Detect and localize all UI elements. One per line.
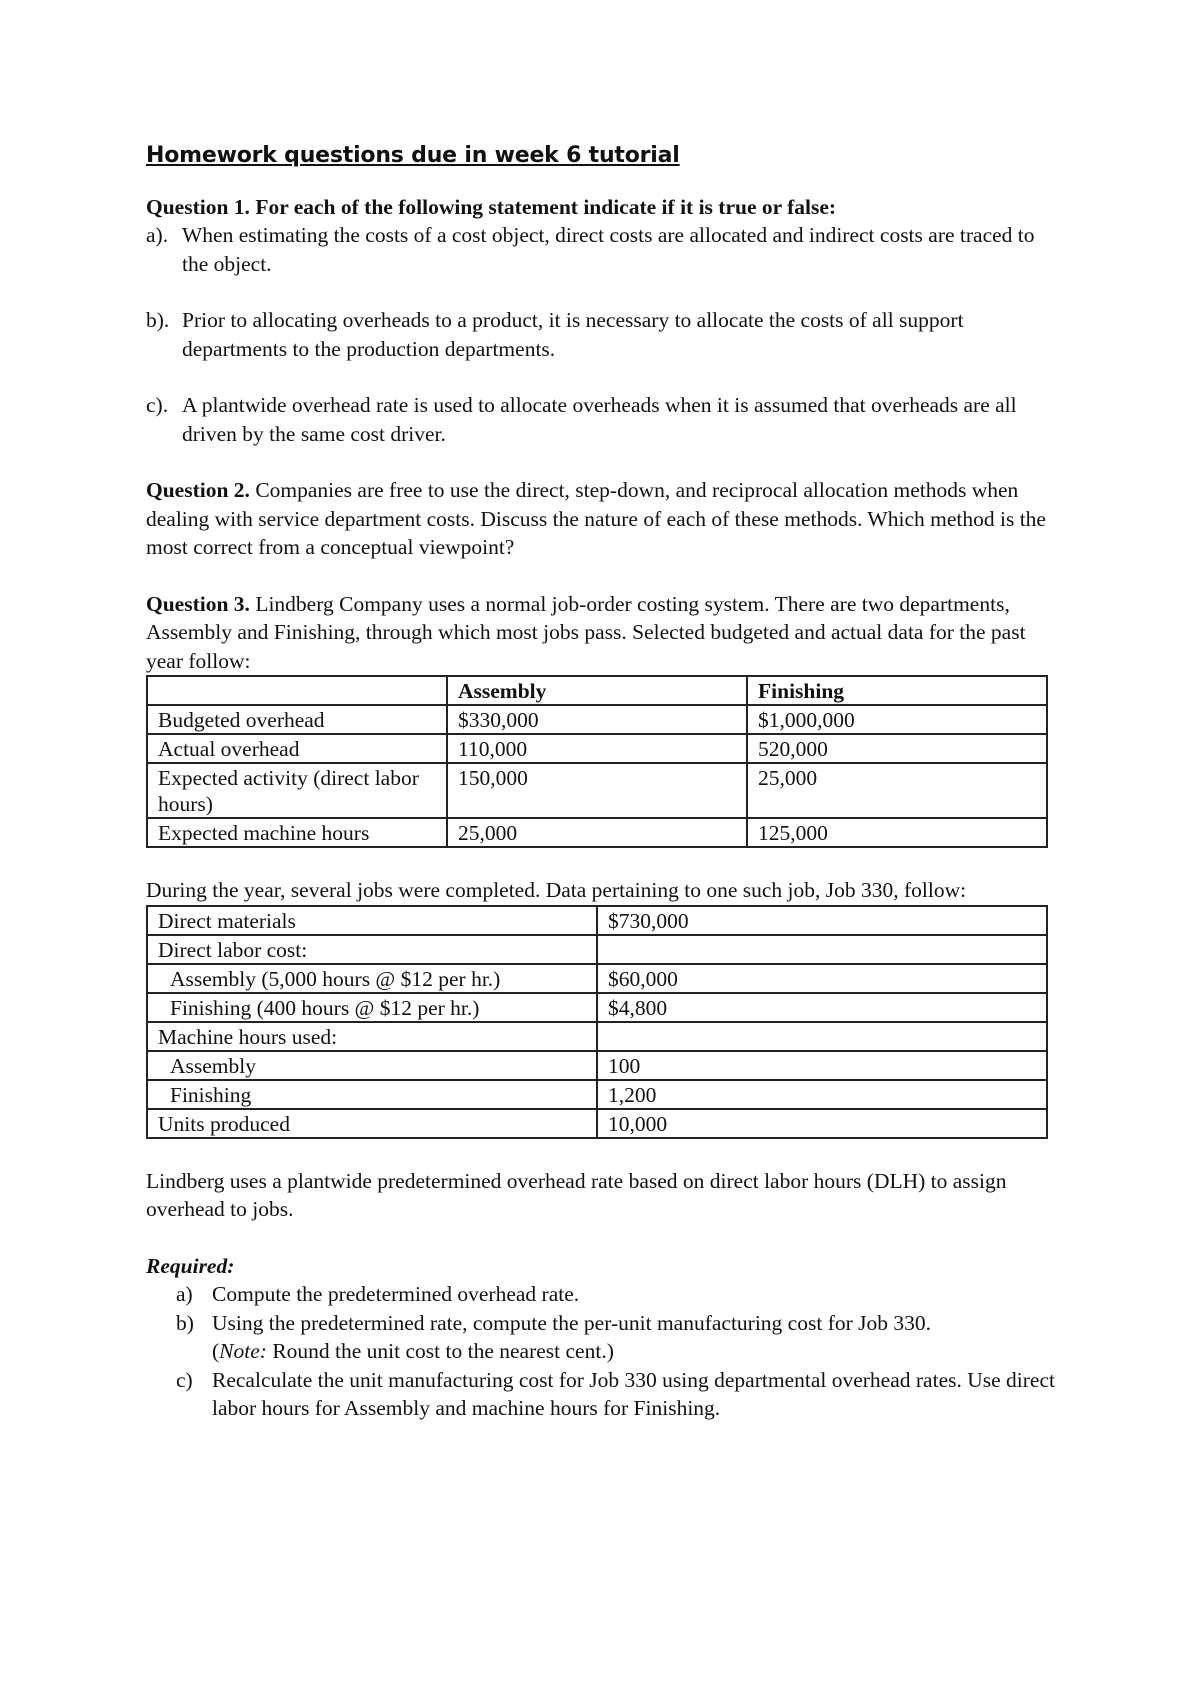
- table-row: [147, 734, 1047, 763]
- item-text: Prior to allocating overheads to a product, it is necessary to allocate the costs of all support departments to the production departments.: [182, 308, 964, 361]
- question-2-label: Question 2.: [146, 478, 250, 502]
- table-cell: Expected activity (direct labor hours): [147, 763, 447, 818]
- table-row: [147, 1109, 1047, 1138]
- item-marker: b): [176, 1310, 194, 1335]
- table-cell: $4,800: [597, 993, 1047, 1022]
- question-3-intro: [146, 590, 1056, 676]
- item-marker: c).: [146, 393, 169, 417]
- table-cell: $60,000: [597, 964, 1047, 993]
- table-cell: Units produced: [147, 1109, 597, 1138]
- table-cell: 25,000: [747, 763, 1047, 818]
- table-cell: 25,000: [447, 818, 747, 847]
- question-1-item-a: [146, 221, 1056, 278]
- table-cell: Direct labor cost:: [147, 935, 597, 964]
- table-cell: Assembly: [147, 1051, 597, 1080]
- table-cell: 150,000: [447, 763, 747, 818]
- table-row: [147, 763, 1047, 818]
- table-row: [147, 1080, 1047, 1109]
- table-row: [147, 935, 1047, 964]
- table-header-row: [147, 676, 1047, 705]
- item-body: Using the predetermined rate, compute the per-unit manufacturing cost for Job 330. (Note: Round the unit cost to the nearest cent.): [212, 1310, 932, 1363]
- item-text: A plantwide overhead rate is used to allocate overheads when it is assumed that overheads are all driven by the same cost driver.: [182, 393, 1017, 446]
- table-cell: Expected machine hours: [147, 818, 447, 847]
- item-text: Compute the predetermined overhead rate.: [212, 1282, 580, 1306]
- table-row: [147, 993, 1047, 1022]
- table-cell: 110,000: [447, 734, 747, 763]
- item-marker: a).: [146, 223, 169, 247]
- document-page: [146, 142, 1056, 1423]
- question-2: [146, 476, 1056, 562]
- table-row: [147, 818, 1047, 847]
- table-header-cell: Finishing: [747, 676, 1047, 705]
- item-marker: a): [176, 1282, 193, 1306]
- item-text: Using the predetermined rate, compute the per-unit manufacturing cost for Job 330.: [212, 1310, 932, 1335]
- question-1-label: Question 1.: [146, 194, 250, 219]
- table-cell: 10,000: [597, 1109, 1047, 1138]
- required-item-c: [176, 1366, 1056, 1423]
- question-1-prompt: [146, 193, 1056, 222]
- question-3-label: Question 3.: [146, 591, 250, 616]
- table-cell: 520,000: [747, 734, 1047, 763]
- plantwide-rate-text: Lindberg uses a plantwide predetermined overhead rate based on direct labor hours (DLH) to assign overhead to jobs.: [146, 1168, 1007, 1221]
- item-marker: c): [176, 1367, 193, 1392]
- table-row: [147, 705, 1047, 734]
- job-330-table: [146, 905, 1048, 1139]
- question-3-text: Lindberg Company uses a normal job-order costing system. There are two departments, Assembly and Finishing, through which most jobs pass. Selected budgeted and actual data for the past year follow:: [146, 591, 1026, 673]
- table-cell: Finishing (400 hours @ $12 per hr.): [147, 993, 597, 1022]
- note-label: Note:: [219, 1339, 267, 1363]
- table-cell: 1,200: [597, 1080, 1047, 1109]
- table-cell: Assembly (5,000 hours @ $12 per hr.): [147, 964, 597, 993]
- question-1-item-b: [146, 306, 1056, 363]
- table-cell: Finishing: [147, 1080, 597, 1109]
- table-row: [147, 1051, 1047, 1080]
- table-cell: $330,000: [447, 705, 747, 734]
- table-header-cell: Assembly: [447, 676, 747, 705]
- item-text: Recalculate the unit manufacturing cost for Job 330 using departmental overhead rates. Use direct labor hours for Assembly and machine hours for Finishing.: [212, 1367, 1055, 1420]
- table-cell: Direct materials: [147, 906, 597, 935]
- table-cell: Actual overhead: [147, 734, 447, 763]
- table-row: [147, 1022, 1047, 1051]
- required-list: [176, 1280, 1056, 1423]
- table-header-cell: [147, 676, 447, 705]
- note-text: Round the unit cost to the nearest cent.): [272, 1339, 614, 1363]
- table-cell: $1,000,000: [747, 705, 1047, 734]
- table-cell: $730,000: [597, 906, 1047, 935]
- table-cell: Budgeted overhead: [147, 705, 447, 734]
- table-cell: 100: [597, 1051, 1047, 1080]
- required-item-b: [176, 1309, 1056, 1366]
- item-text: When estimating the costs of a cost object, direct costs are allocated and indirect costs are traced to the object.: [182, 223, 1035, 276]
- table-cell: 125,000: [747, 818, 1047, 847]
- table-row: [147, 906, 1047, 935]
- table-row: [147, 964, 1047, 993]
- table-cell: [597, 935, 1047, 964]
- required-label: Required:: [146, 1253, 235, 1278]
- page-title: Homework questions due in week 6 tutorial: [146, 143, 680, 168]
- item-marker: b).: [146, 308, 170, 332]
- question-1: [146, 193, 1056, 449]
- question-1-item-c: [146, 391, 1056, 448]
- question-2-text: Companies are free to use the direct, step-down, and reciprocal allocation methods when dealing with service department costs. Discuss the nature of each of these methods. Which method is the most correct from a conceptual viewpoint?: [146, 478, 1046, 559]
- required-item-a: [176, 1280, 1056, 1309]
- table-cell: [597, 1022, 1047, 1051]
- budget-data-table: [146, 675, 1048, 848]
- table-cell: Machine hours used:: [147, 1022, 597, 1051]
- question-1-prompt-text: For each of the following statement indicate if it is true or false:: [255, 194, 837, 219]
- job-330-intro: During the year, several jobs were completed. Data pertaining to one such job, Job 330, follow:: [146, 878, 967, 902]
